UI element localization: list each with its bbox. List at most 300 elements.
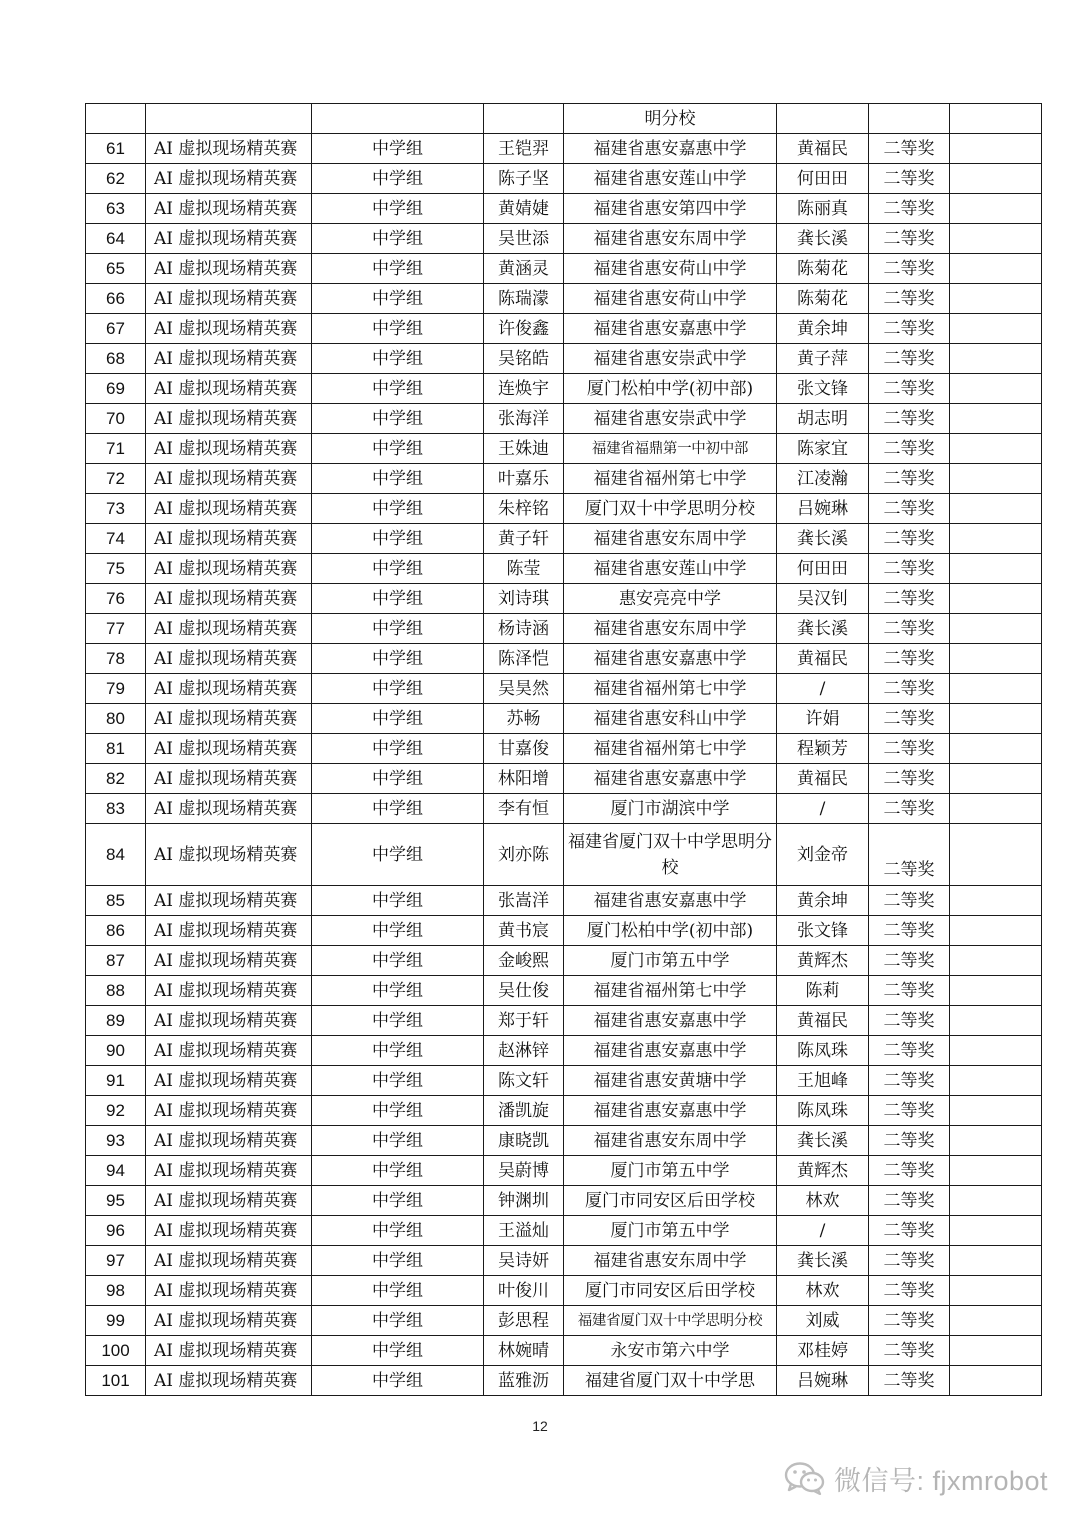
cell-school: 福建省惠安东周中学 bbox=[564, 524, 777, 554]
cell-name: 蓝雅沥 bbox=[484, 1366, 564, 1396]
cell-event: AI 虚拟现场精英赛 bbox=[146, 254, 312, 284]
cell-remark bbox=[950, 824, 1042, 886]
cell-group: 中学组 bbox=[312, 1126, 484, 1156]
watermark-text: 微信号: fjxmrobot bbox=[833, 1465, 1048, 1496]
table-row bbox=[86, 976, 1042, 1006]
table-row bbox=[86, 194, 1042, 224]
cell-award: 二等奖 bbox=[869, 524, 950, 554]
table-row bbox=[86, 524, 1042, 554]
cell-remark bbox=[950, 1366, 1042, 1396]
cell-school: 福建省惠安科山中学 bbox=[564, 704, 777, 734]
table-row bbox=[86, 734, 1042, 764]
table-row bbox=[86, 374, 1042, 404]
cell-teacher: 刘威 bbox=[777, 1306, 869, 1336]
cell-award: 二等奖 bbox=[869, 1096, 950, 1126]
cell-teacher: 黄福民 bbox=[777, 1006, 869, 1036]
cell-event: AI 虚拟现场精英赛 bbox=[146, 164, 312, 194]
cell-group: 中学组 bbox=[312, 404, 484, 434]
cell-group: 中学组 bbox=[312, 1336, 484, 1366]
cell-school: 惠安亮亮中学 bbox=[564, 584, 777, 614]
cell-group: 中学组 bbox=[312, 1246, 484, 1276]
table-row-continued bbox=[86, 104, 1042, 134]
cell-name: 苏畅 bbox=[484, 704, 564, 734]
cell-teacher: 黄福民 bbox=[777, 764, 869, 794]
table-row bbox=[86, 224, 1042, 254]
cell-name: 王铠羿 bbox=[484, 134, 564, 164]
cell-school: 福建省惠安崇武中学 bbox=[564, 404, 777, 434]
cell-teacher: 黄子萍 bbox=[777, 344, 869, 374]
cell-event bbox=[146, 104, 312, 134]
cell-no: 84 bbox=[86, 824, 146, 886]
cell-name: 陈瑞濛 bbox=[484, 284, 564, 314]
cell-group: 中学组 bbox=[312, 886, 484, 916]
cell-school: 福建省福鼎第一中初中部 bbox=[564, 434, 777, 464]
cell-name: 吴昊然 bbox=[484, 674, 564, 704]
cell-school: 福建省惠安嘉惠中学 bbox=[564, 1006, 777, 1036]
cell-no: 62 bbox=[86, 164, 146, 194]
cell-event: AI 虚拟现场精英赛 bbox=[146, 976, 312, 1006]
cell-group: 中学组 bbox=[312, 134, 484, 164]
cell-group: 中学组 bbox=[312, 1306, 484, 1336]
cell-remark bbox=[950, 254, 1042, 284]
wechat-icon bbox=[784, 1461, 826, 1495]
cell-school: 福建省惠安莲山中学 bbox=[564, 554, 777, 584]
table-row bbox=[86, 614, 1042, 644]
cell-group: 中学组 bbox=[312, 614, 484, 644]
cell-remark bbox=[950, 734, 1042, 764]
cell-teacher bbox=[777, 104, 869, 134]
cell-event: AI 虚拟现场精英赛 bbox=[146, 584, 312, 614]
cell-no: 70 bbox=[86, 404, 146, 434]
cell-no: 61 bbox=[86, 134, 146, 164]
cell-award: 二等奖 bbox=[869, 284, 950, 314]
cell-name: 陈泽恺 bbox=[484, 644, 564, 674]
table-row bbox=[86, 1186, 1042, 1216]
cell-school: 福建省厦门双十中学思明分校 bbox=[564, 824, 777, 886]
cell-remark bbox=[950, 1246, 1042, 1276]
cell-group: 中学组 bbox=[312, 1006, 484, 1036]
cell-teacher: 陈家宜 bbox=[777, 434, 869, 464]
cell-school: 福建省福州第七中学 bbox=[564, 734, 777, 764]
cell-group: 中学组 bbox=[312, 916, 484, 946]
cell-name: 康晓凯 bbox=[484, 1126, 564, 1156]
cell-remark bbox=[950, 704, 1042, 734]
cell-event: AI 虚拟现场精英赛 bbox=[146, 886, 312, 916]
cell-no: 82 bbox=[86, 764, 146, 794]
cell-no: 64 bbox=[86, 224, 146, 254]
cell-award: 二等奖 bbox=[869, 314, 950, 344]
cell-group: 中学组 bbox=[312, 1276, 484, 1306]
cell-remark bbox=[950, 1186, 1042, 1216]
cell-school: 厦门市第五中学 bbox=[564, 1216, 777, 1246]
cell-no: 74 bbox=[86, 524, 146, 554]
cell-group: 中学组 bbox=[312, 1216, 484, 1246]
cell-remark bbox=[950, 554, 1042, 584]
cell-teacher: 龚长溪 bbox=[777, 1246, 869, 1276]
cell-group: 中学组 bbox=[312, 284, 484, 314]
cell-teacher: / bbox=[777, 1216, 869, 1246]
cell-group: 中学组 bbox=[312, 1156, 484, 1186]
cell-school: 福建省福州第七中学 bbox=[564, 976, 777, 1006]
cell-group: 中学组 bbox=[312, 1036, 484, 1066]
cell-remark bbox=[950, 1036, 1042, 1066]
cell-teacher: 龚长溪 bbox=[777, 524, 869, 554]
cell-teacher: 江凌瀚 bbox=[777, 464, 869, 494]
cell-name: 王溢灿 bbox=[484, 1216, 564, 1246]
cell-remark bbox=[950, 1006, 1042, 1036]
table-row bbox=[86, 644, 1042, 674]
table-row bbox=[86, 1006, 1042, 1036]
cell-group: 中学组 bbox=[312, 794, 484, 824]
cell-name: 黄涵灵 bbox=[484, 254, 564, 284]
cell-group: 中学组 bbox=[312, 1186, 484, 1216]
cell-award: 二等奖 bbox=[869, 976, 950, 1006]
cell-remark bbox=[950, 344, 1042, 374]
table-row bbox=[86, 674, 1042, 704]
cell-remark bbox=[950, 524, 1042, 554]
cell-event: AI 虚拟现场精英赛 bbox=[146, 946, 312, 976]
cell-school: 福建省惠安第四中学 bbox=[564, 194, 777, 224]
cell-teacher: 林欢 bbox=[777, 1276, 869, 1306]
cell-award: 二等奖 bbox=[869, 1246, 950, 1276]
cell-teacher: 王旭峰 bbox=[777, 1066, 869, 1096]
cell-teacher: 邓桂婷 bbox=[777, 1336, 869, 1366]
cell-name: 叶嘉乐 bbox=[484, 464, 564, 494]
cell-event: AI 虚拟现场精英赛 bbox=[146, 134, 312, 164]
cell-group: 中学组 bbox=[312, 1096, 484, 1126]
table-row bbox=[86, 434, 1042, 464]
cell-group: 中学组 bbox=[312, 434, 484, 464]
cell-name: 彭思程 bbox=[484, 1306, 564, 1336]
cell-name: 杨诗涵 bbox=[484, 614, 564, 644]
cell-remark bbox=[950, 584, 1042, 614]
table-row bbox=[86, 554, 1042, 584]
cell-no bbox=[86, 104, 146, 134]
cell-no: 94 bbox=[86, 1156, 146, 1186]
cell-remark bbox=[950, 1216, 1042, 1246]
cell-school: 福建省厦门双十中学思明分校 bbox=[564, 1306, 777, 1336]
cell-group: 中学组 bbox=[312, 764, 484, 794]
cell-remark bbox=[950, 194, 1042, 224]
cell-group: 中学组 bbox=[312, 224, 484, 254]
cell-teacher: 陈凤珠 bbox=[777, 1036, 869, 1066]
cell-event: AI 虚拟现场精英赛 bbox=[146, 824, 312, 886]
cell-no: 76 bbox=[86, 584, 146, 614]
cell-teacher: 龚长溪 bbox=[777, 1126, 869, 1156]
table-row bbox=[86, 1216, 1042, 1246]
cell-name: 陈子坚 bbox=[484, 164, 564, 194]
cell-no: 77 bbox=[86, 614, 146, 644]
cell-group: 中学组 bbox=[312, 976, 484, 1006]
cell-name: 刘诗琪 bbox=[484, 584, 564, 614]
cell-event: AI 虚拟现场精英赛 bbox=[146, 1126, 312, 1156]
cell-award: 二等奖 bbox=[869, 344, 950, 374]
cell-name: 潘凯旋 bbox=[484, 1096, 564, 1126]
cell-award: 二等奖 bbox=[869, 764, 950, 794]
cell-remark bbox=[950, 404, 1042, 434]
table-row bbox=[86, 134, 1042, 164]
cell-remark bbox=[950, 1306, 1042, 1336]
cell-group: 中学组 bbox=[312, 1366, 484, 1396]
cell-event: AI 虚拟现场精英赛 bbox=[146, 404, 312, 434]
cell-remark bbox=[950, 916, 1042, 946]
cell-event: AI 虚拟现场精英赛 bbox=[146, 554, 312, 584]
table-row bbox=[86, 404, 1042, 434]
cell-school: 厦门市同安区后田学校 bbox=[564, 1186, 777, 1216]
cell-name: 吴世添 bbox=[484, 224, 564, 254]
cell-name: 郑于轩 bbox=[484, 1006, 564, 1036]
cell-group: 中学组 bbox=[312, 1066, 484, 1096]
cell-group: 中学组 bbox=[312, 734, 484, 764]
cell-group: 中学组 bbox=[312, 704, 484, 734]
cell-school: 福建省厦门双十中学思 bbox=[564, 1366, 777, 1396]
cell-group: 中学组 bbox=[312, 344, 484, 374]
cell-award: 二等奖 bbox=[869, 464, 950, 494]
awards-table bbox=[85, 103, 1042, 1396]
cell-remark bbox=[950, 494, 1042, 524]
cell-no: 69 bbox=[86, 374, 146, 404]
cell-school: 厦门市第五中学 bbox=[564, 1156, 777, 1186]
cell-award: 二等奖 bbox=[869, 1036, 950, 1066]
cell-group: 中学组 bbox=[312, 494, 484, 524]
cell-remark bbox=[950, 284, 1042, 314]
cell-award: 二等奖 bbox=[869, 194, 950, 224]
cell-school: 福建省福州第七中学 bbox=[564, 674, 777, 704]
cell-school: 福建省惠安嘉惠中学 bbox=[564, 1036, 777, 1066]
cell-name: 黄子轩 bbox=[484, 524, 564, 554]
cell-event: AI 虚拟现场精英赛 bbox=[146, 434, 312, 464]
cell-event: AI 虚拟现场精英赛 bbox=[146, 1036, 312, 1066]
cell-award: 二等奖 bbox=[869, 554, 950, 584]
cell-teacher: 黄福民 bbox=[777, 134, 869, 164]
cell-teacher: 程颖芳 bbox=[777, 734, 869, 764]
cell-no: 65 bbox=[86, 254, 146, 284]
cell-teacher: 许娟 bbox=[777, 704, 869, 734]
cell-event: AI 虚拟现场精英赛 bbox=[146, 1066, 312, 1096]
cell-no: 85 bbox=[86, 886, 146, 916]
cell-school: 福建省惠安东周中学 bbox=[564, 614, 777, 644]
cell-name: 钟渊圳 bbox=[484, 1186, 564, 1216]
cell-name: 叶俊川 bbox=[484, 1276, 564, 1306]
cell-teacher: 张文锋 bbox=[777, 916, 869, 946]
cell-no: 95 bbox=[86, 1186, 146, 1216]
cell-event: AI 虚拟现场精英赛 bbox=[146, 1156, 312, 1186]
cell-name: 连焕宇 bbox=[484, 374, 564, 404]
cell-teacher: 黄福民 bbox=[777, 644, 869, 674]
table-row bbox=[86, 494, 1042, 524]
cell-award: 二等奖 bbox=[869, 1306, 950, 1336]
cell-group: 中学组 bbox=[312, 824, 484, 886]
cell-remark bbox=[950, 314, 1042, 344]
cell-remark bbox=[950, 1336, 1042, 1366]
cell-no: 89 bbox=[86, 1006, 146, 1036]
cell-no: 98 bbox=[86, 1276, 146, 1306]
cell-event: AI 虚拟现场精英赛 bbox=[146, 1216, 312, 1246]
cell-event: AI 虚拟现场精英赛 bbox=[146, 224, 312, 254]
table-body bbox=[86, 104, 1042, 1396]
cell-remark bbox=[950, 1066, 1042, 1096]
table-row bbox=[86, 254, 1042, 284]
cell-no: 71 bbox=[86, 434, 146, 464]
cell-no: 86 bbox=[86, 916, 146, 946]
cell-event: AI 虚拟现场精英赛 bbox=[146, 1246, 312, 1276]
cell-teacher: 龚长溪 bbox=[777, 614, 869, 644]
cell-event: AI 虚拟现场精英赛 bbox=[146, 674, 312, 704]
cell-no: 72 bbox=[86, 464, 146, 494]
cell-event: AI 虚拟现场精英赛 bbox=[146, 194, 312, 224]
cell-award: 二等奖 bbox=[869, 644, 950, 674]
cell-name bbox=[484, 104, 564, 134]
cell-teacher: 胡志明 bbox=[777, 404, 869, 434]
cell-school: 厦门松柏中学(初中部) bbox=[564, 916, 777, 946]
cell-award: 二等奖 bbox=[869, 1126, 950, 1156]
cell-teacher: 刘金帝 bbox=[777, 824, 869, 886]
cell-teacher: 吕婉琳 bbox=[777, 494, 869, 524]
cell-event: AI 虚拟现场精英赛 bbox=[146, 1006, 312, 1036]
cell-award: 二等奖 bbox=[869, 886, 950, 916]
cell-award: 二等奖 bbox=[869, 734, 950, 764]
cell-award: 二等奖 bbox=[869, 1276, 950, 1306]
table-row bbox=[86, 1306, 1042, 1336]
cell-no: 80 bbox=[86, 704, 146, 734]
cell-remark bbox=[950, 1126, 1042, 1156]
cell-group: 中学组 bbox=[312, 194, 484, 224]
table-row bbox=[86, 764, 1042, 794]
table-row bbox=[86, 164, 1042, 194]
cell-award: 二等奖 bbox=[869, 404, 950, 434]
cell-award: 二等奖 bbox=[869, 794, 950, 824]
cell-remark bbox=[950, 164, 1042, 194]
cell-no: 100 bbox=[86, 1336, 146, 1366]
cell-award: 二等奖 bbox=[869, 946, 950, 976]
table-row bbox=[86, 886, 1042, 916]
cell-group: 中学组 bbox=[312, 164, 484, 194]
cell-school: 厦门松柏中学(初中部) bbox=[564, 374, 777, 404]
cell-event: AI 虚拟现场精英赛 bbox=[146, 644, 312, 674]
cell-event: AI 虚拟现场精英赛 bbox=[146, 794, 312, 824]
cell-remark bbox=[950, 464, 1042, 494]
cell-teacher: 陈菊花 bbox=[777, 254, 869, 284]
cell-school: 明分校 bbox=[564, 104, 777, 134]
cell-event: AI 虚拟现场精英赛 bbox=[146, 734, 312, 764]
cell-no: 96 bbox=[86, 1216, 146, 1246]
cell-teacher: 龚长溪 bbox=[777, 224, 869, 254]
cell-school: 福建省惠安嘉惠中学 bbox=[564, 1096, 777, 1126]
cell-teacher: 何田田 bbox=[777, 164, 869, 194]
cell-event: AI 虚拟现场精英赛 bbox=[146, 464, 312, 494]
cell-award: 二等奖 bbox=[869, 1066, 950, 1096]
table-row bbox=[86, 1096, 1042, 1126]
cell-remark bbox=[950, 946, 1042, 976]
cell-award bbox=[869, 104, 950, 134]
cell-remark bbox=[950, 794, 1042, 824]
cell-school: 福建省惠安嘉惠中学 bbox=[564, 644, 777, 674]
cell-remark bbox=[950, 886, 1042, 916]
cell-teacher: 陈凤珠 bbox=[777, 1096, 869, 1126]
cell-no: 93 bbox=[86, 1126, 146, 1156]
cell-no: 88 bbox=[86, 976, 146, 1006]
cell-school: 福建省惠安嘉惠中学 bbox=[564, 134, 777, 164]
cell-no: 63 bbox=[86, 194, 146, 224]
cell-remark bbox=[950, 976, 1042, 1006]
table-row bbox=[86, 1126, 1042, 1156]
cell-school: 厦门双十中学思明分校 bbox=[564, 494, 777, 524]
cell-event: AI 虚拟现场精英赛 bbox=[146, 704, 312, 734]
cell-teacher: 黄辉杰 bbox=[777, 946, 869, 976]
cell-group: 中学组 bbox=[312, 644, 484, 674]
cell-school: 福建省惠安东周中学 bbox=[564, 1126, 777, 1156]
cell-school: 福建省惠安荷山中学 bbox=[564, 254, 777, 284]
cell-remark bbox=[950, 224, 1042, 254]
cell-no: 97 bbox=[86, 1246, 146, 1276]
cell-name: 陈文轩 bbox=[484, 1066, 564, 1096]
cell-school: 福建省福州第七中学 bbox=[564, 464, 777, 494]
cell-teacher: 陈菊花 bbox=[777, 284, 869, 314]
cell-school: 福建省惠安莲山中学 bbox=[564, 164, 777, 194]
table-row bbox=[86, 1276, 1042, 1306]
cell-school: 福建省惠安嘉惠中学 bbox=[564, 886, 777, 916]
cell-event: AI 虚拟现场精英赛 bbox=[146, 284, 312, 314]
cell-name: 李有恒 bbox=[484, 794, 564, 824]
table-row bbox=[86, 1336, 1042, 1366]
table-row bbox=[86, 1366, 1042, 1396]
cell-teacher: / bbox=[777, 794, 869, 824]
table-row bbox=[86, 1246, 1042, 1276]
cell-remark bbox=[950, 674, 1042, 704]
cell-name: 朱梓铭 bbox=[484, 494, 564, 524]
table-row bbox=[86, 824, 1042, 886]
cell-school: 厦门市湖滨中学 bbox=[564, 794, 777, 824]
cell-no: 81 bbox=[86, 734, 146, 764]
cell-name: 林阳增 bbox=[484, 764, 564, 794]
cell-remark bbox=[950, 104, 1042, 134]
cell-name: 陈莹 bbox=[484, 554, 564, 584]
table-row bbox=[86, 946, 1042, 976]
cell-remark bbox=[950, 644, 1042, 674]
cell-event: AI 虚拟现场精英赛 bbox=[146, 494, 312, 524]
cell-award: 二等奖 bbox=[869, 224, 950, 254]
cell-teacher: 陈丽真 bbox=[777, 194, 869, 224]
cell-school: 福建省惠安崇武中学 bbox=[564, 344, 777, 374]
cell-event: AI 虚拟现场精英赛 bbox=[146, 524, 312, 554]
cell-event: AI 虚拟现场精英赛 bbox=[146, 314, 312, 344]
cell-no: 101 bbox=[86, 1366, 146, 1396]
cell-event: AI 虚拟现场精英赛 bbox=[146, 764, 312, 794]
cell-school: 永安市第六中学 bbox=[564, 1336, 777, 1366]
cell-name: 吴铭皓 bbox=[484, 344, 564, 374]
cell-award: 二等奖 bbox=[869, 824, 950, 886]
cell-group bbox=[312, 104, 484, 134]
cell-award: 二等奖 bbox=[869, 1186, 950, 1216]
cell-award: 二等奖 bbox=[869, 584, 950, 614]
cell-no: 66 bbox=[86, 284, 146, 314]
cell-group: 中学组 bbox=[312, 314, 484, 344]
cell-school: 厦门市同安区后田学校 bbox=[564, 1276, 777, 1306]
cell-event: AI 虚拟现场精英赛 bbox=[146, 1306, 312, 1336]
table-row bbox=[86, 794, 1042, 824]
cell-no: 83 bbox=[86, 794, 146, 824]
cell-teacher: 林欢 bbox=[777, 1186, 869, 1216]
cell-school: 福建省惠安荷山中学 bbox=[564, 284, 777, 314]
cell-event: AI 虚拟现场精英赛 bbox=[146, 916, 312, 946]
cell-group: 中学组 bbox=[312, 254, 484, 284]
cell-no: 67 bbox=[86, 314, 146, 344]
cell-no: 78 bbox=[86, 644, 146, 674]
cell-no: 90 bbox=[86, 1036, 146, 1066]
cell-no: 92 bbox=[86, 1096, 146, 1126]
cell-school: 厦门市第五中学 bbox=[564, 946, 777, 976]
table-row bbox=[86, 314, 1042, 344]
